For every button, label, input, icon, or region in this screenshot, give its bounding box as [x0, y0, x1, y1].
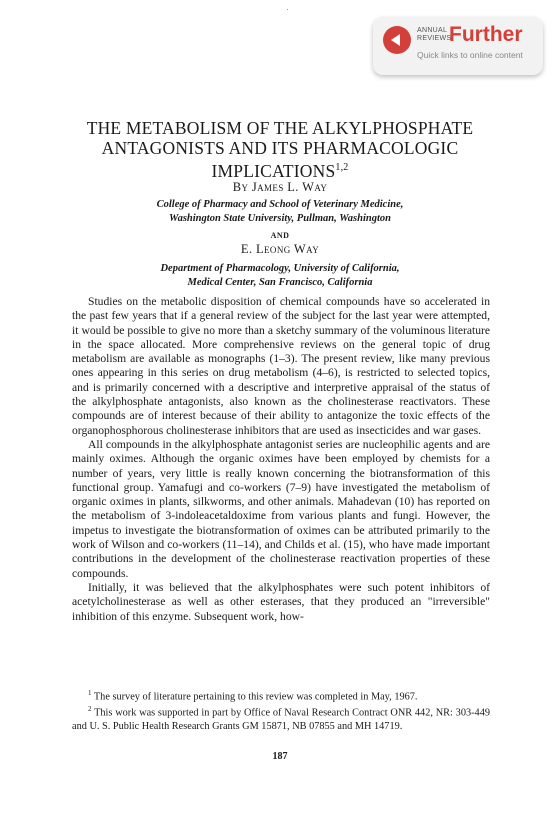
article-title: THE METABOLISM OF THE ALKYLPHOSPHATE ANTAGONISTS AND ITS PHARMACOLOGIC IMPLICATIONS$^{1,2}$ — [86, 118, 474, 181]
further-arrow-icon — [383, 26, 411, 54]
paragraph: Initially, it was believed that the alkylphosphates were such potent inhibitors of acetylcholinesterase as well as other esterases, that they produced an "irreversible" inhibition of this enzyme. Subsequent work, how- — [72, 580, 490, 623]
badge-subtitle: Quick links to online content — [417, 50, 523, 60]
title-footnote-mark: 1,2 — [335, 162, 349, 173]
author-affiliation: College of Pharmacy and School of Veterinary Medicine, Washington State University, Pullman, Washington — [156, 199, 404, 224]
badge-further-label: Further — [449, 23, 523, 46]
author-name: E. Leong Way — [240, 242, 320, 256]
author-separator: AND — [270, 231, 290, 240]
author-affiliation: Department of Pharmacology, University of California, Medical Center, San Francisco, California — [160, 263, 400, 288]
author-name: By James L. Way — [232, 180, 328, 194]
footnotes — [72, 687, 490, 733]
footnote: $^1$ The survey of literature pertaining to this review was completed in May, 1967. — [88, 689, 418, 703]
badge-annual-reviews-label: ANNUAL REVIEWS — [417, 27, 452, 42]
page-speck — [287, 9, 288, 10]
paragraph: All compounds in the alkylphosphate antagonist series are nucleophilic agents and are mainly oximes. Although the organic oximes have been employed by chemists for a number of years, very little is really known concerning the biotransformation of this functional group. Yamafugi and co-workers (7–9) have investigated the metabolism of organic oximes in plants, silkworms, and other animals. Mahadevan (10) has reported on the metabolism of 3-indoleacetaldoxime from various plants and fungi. However, the impetus to investigate the biotransformation of oximes can be attributed primarily to the work of Wilson and co-workers (11–14), and Childs et al. (15), who have made important contributions in the development of the cholinesterase reactivation properties of these compounds. — [72, 437, 490, 580]
article-body — [72, 295, 490, 624]
paragraph: Studies on the metabolic disposition of chemical compounds have so accelerated in the past few years that if a general review of the subject for the last year were attempted, it would be possible to give no more than a sketchy summary of the voluminous literature in the space allocated. More comprehensive reviews on the general topic of drug metabolism are available as monographs (1–3). The present review, like many previous ones appearing in this series on drug metabolism (4–6), is restricted to selected topics, and is primarily concerned with a descriptive and interpretive appraisal of the status of the alkylphosphate antagonists, also known as the cholinesterase reactivators. These compounds are of interest because of their ability to antagonize the toxic effects of the organophosphorous cholinesterase inhibitors that are used as insecticides and war gases. — [72, 295, 490, 437]
page-number: 187 — [272, 751, 288, 762]
footnote: $^2$ This work was supported in part by Office of Naval Research Contract ONR 442, NR: 303-449 and U. S. Public Health Research Grants GM 15871, NB 07855 and MH 14719. — [72, 705, 490, 732]
annual-reviews-further-badge[interactable] — [373, 17, 543, 75]
